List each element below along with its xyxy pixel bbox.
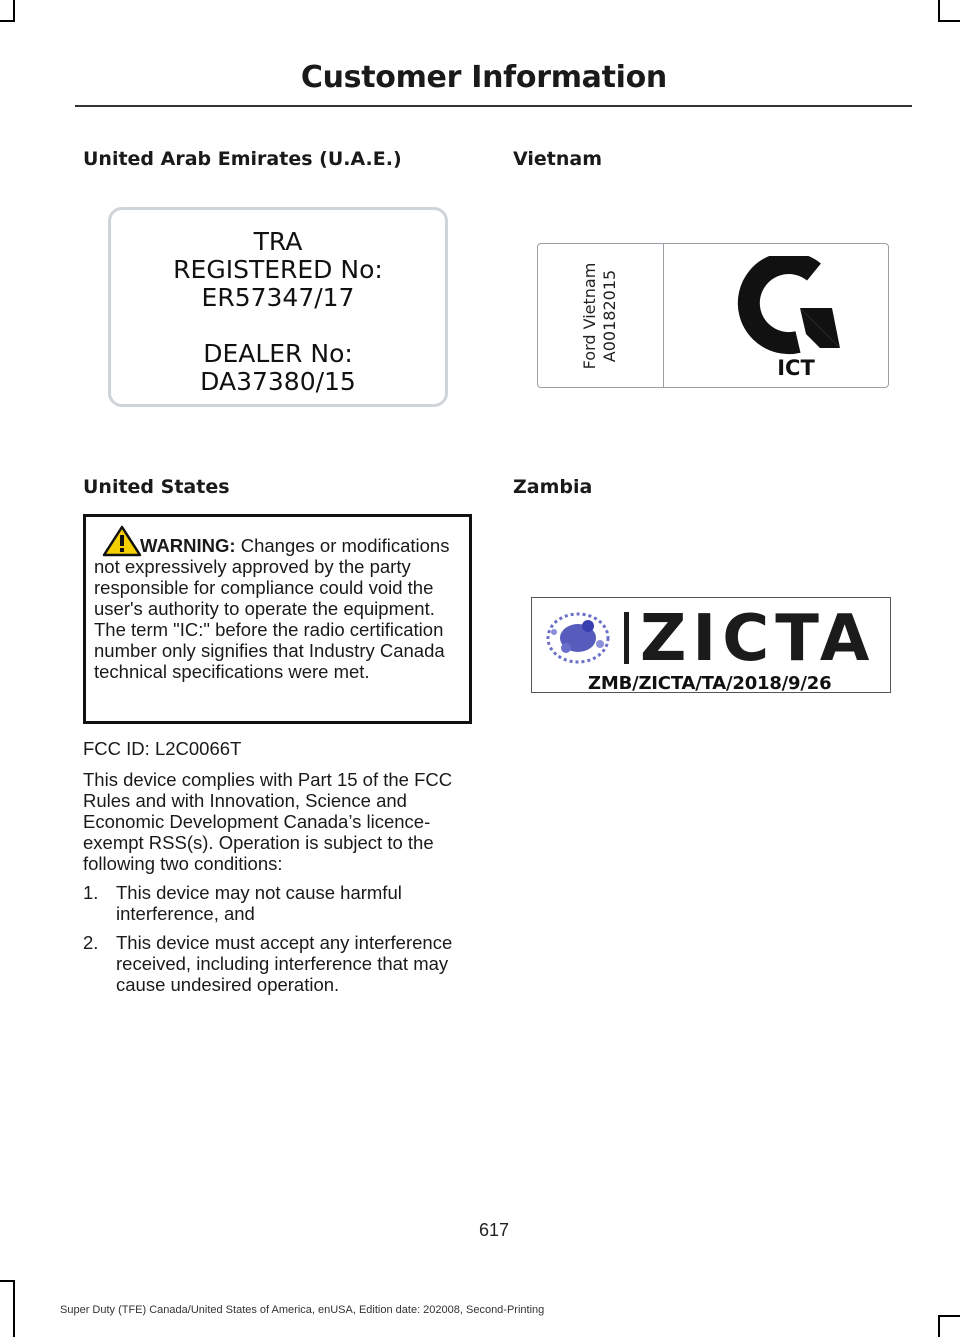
vietnam-label-divider [663,244,664,387]
zicta-logo-text: ZICTA [640,602,876,676]
zicta-globe-icon [538,604,616,670]
vietnam-label-line: Ford Vietnam [580,262,599,370]
warning-label: WARNING: [140,535,236,556]
uae-certification-label [108,207,448,407]
vietnam-certification-label [537,243,889,388]
vietnam-label-text [580,263,620,370]
crop-mark [938,0,940,22]
crop-mark [13,1280,15,1337]
zambia-certification-label [531,597,891,693]
uae-heading: United Arab Emirates (U.A.E.) [83,148,402,170]
list-item-text: This device must accept any interference received, including interference that may cause undesired operation. [116,932,453,995]
page-title: Customer Information [300,60,667,95]
uae-label-line: DA37380/15 [200,367,356,396]
list-item-number: 2. [83,932,99,953]
page-number: 617 [478,1220,510,1240]
crop-mark [938,20,960,22]
crop-mark [938,1315,940,1337]
warning-icon [102,525,142,557]
header-divider [75,105,912,107]
compliance-statement: This device complies with Part 15 of the FCC Rules and with Innovation, Science and Economic Development Canada’s licence-exempt RSS(s). Operation is subject to the following two conditions: [83,769,453,874]
vietnam-label-line: A00182015 [600,269,619,363]
list-item-text: This device may not cause harmful interference, and [116,882,402,924]
crop-mark [0,20,15,22]
zambia-heading: Zambia [513,476,593,498]
crop-mark [0,1280,15,1282]
uae-label-line: REGISTERED No: [173,255,383,284]
vietnam-heading: Vietnam [513,148,602,170]
ict-logo-icon [736,256,856,378]
crop-mark [13,0,15,22]
warning-text [94,535,461,682]
uae-label-line: ER57347/17 [201,283,355,312]
zambia-approval-number: ZMB/ZICTA/TA/2018/9/26 [588,673,832,694]
crop-mark [938,1315,960,1317]
list-item-number: 1. [83,882,99,903]
uae-label-line: TRA [253,227,303,256]
uae-label-line: DEALER No: [203,339,353,368]
warning-body: Changes or modifications not expressively approved by the party responsible for compliance could void the user's authority to operate the equipment. The term "IC:" before the radio certification number only signifies that Industry Canada technical specifications were met. [94,535,450,682]
warning-box [83,514,472,724]
page-footer: Super Duty (TFE) Canada/United States of America, enUSA, Edition date: 202008, Second-Printing [60,1304,545,1316]
ict-logo-text: ICT [777,356,815,378]
us-heading: United States [83,476,230,498]
fcc-id: FCC ID: L2C0066T [83,738,242,759]
zicta-logo-bar [624,612,629,664]
